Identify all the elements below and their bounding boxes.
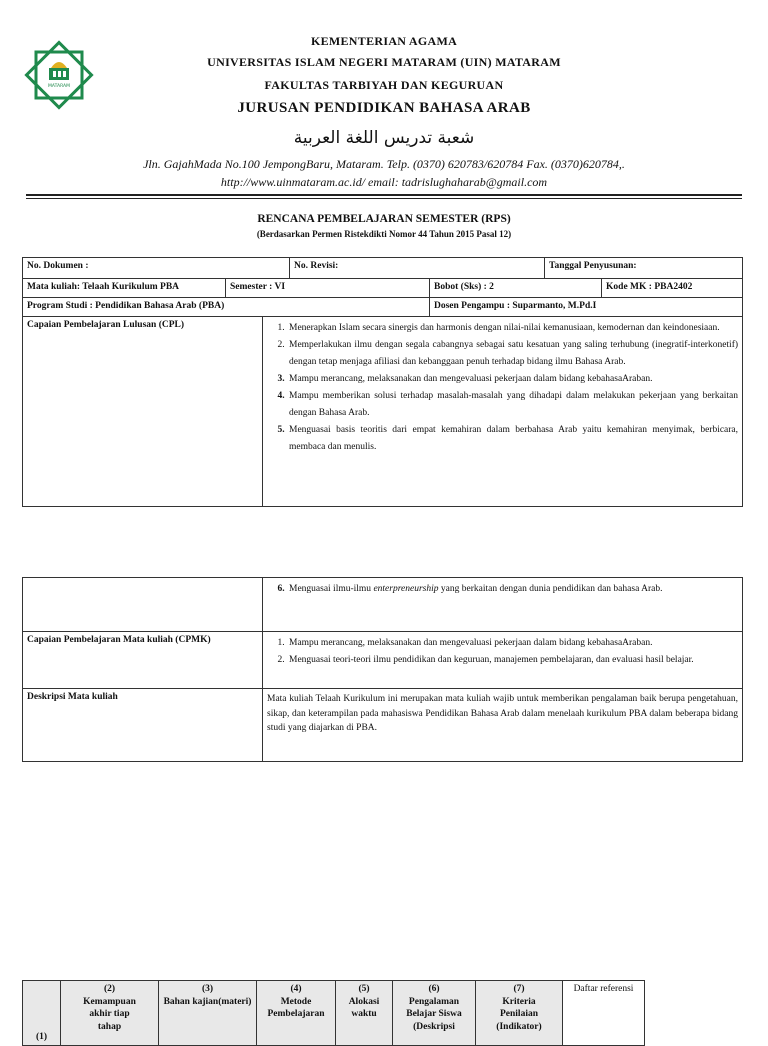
list-item: 2. Memperlakukan ilmu dengan segala cabangnya sebagai satu kesatuan yang saling terhubung (inegratif-interkonetif) dengan tetap menjaga afiliasi dan kebanggaan penuh terhadap bidang ilmu Bahasa Arab.	[287, 337, 738, 371]
cpl-list	[267, 320, 738, 456]
col-header-5: (5) Alokasi waktu	[336, 981, 393, 1046]
cpl-list-continued	[267, 581, 738, 598]
col-header-2: (2) Kemampuan akhir tiap tahap	[61, 981, 159, 1046]
header-divider-thin	[26, 198, 742, 199]
col-header-6: (6) Pengalaman Belajar Siswa (Deskripsi	[393, 981, 476, 1046]
document-title: RENCANA PEMBELAJARAN SEMESTER (RPS)	[257, 213, 511, 225]
program-studi-cell: Program Studi : Pendidikan Bahasa Arab (PBA)	[23, 298, 430, 317]
document-subtitle: (Berdasarkan Permen Ristekdikti Nomor 44 Tahun 2015 Pasal 12)	[256, 229, 512, 239]
col-header-7: (7) Kriteria Penilaian (Indikator)	[476, 981, 563, 1046]
tanggal-penyusunan-cell: Tanggal Penyusunan:	[545, 258, 743, 279]
col-header-4: (4) Metode Pembelajaran	[257, 981, 336, 1046]
col-header-3: (3) Bahan kajian(materi)	[159, 981, 257, 1046]
university-name: UNIVERSITAS ISLAM NEGERI MATARAM (UIN) MATARAM	[207, 55, 561, 69]
deskripsi-text: Mata kuliah Telaah Kurikulum ini merupakan mata kuliah wajib untuk memberikan pengalaman baik berupa pengetahuan, sikap, dan keterampilan pada mahasiswa Pendidikan Bahasa Arab dalam menelaah kurikulum PBA dalam beberapa bidang studi yang diajarkan di PBA.	[263, 689, 743, 762]
course-info-table	[22, 257, 743, 507]
list-item: 2. Menguasai teori-teori ilmu pendidikan dan keguruan, manajemen pembelajaran, dan evaluasi hasil belajar.	[287, 652, 738, 669]
faculty-name: FAKULTAS TARBIYAH DAN KEGURUAN	[264, 78, 504, 92]
course-detail-table	[22, 577, 743, 762]
semester-cell: Semester : VI	[226, 279, 430, 298]
header-divider-thick	[26, 194, 742, 196]
dosen-pengampu-cell: Dosen Pengampu : Suparmanto, M.Pd.I	[430, 298, 743, 317]
col-header-daftar-referensi: Daftar referensi	[563, 981, 645, 1046]
rps-detail-table	[22, 980, 645, 1046]
mata-kuliah-cell: Mata kuliah: Telaah Kurikulum PBA	[23, 279, 226, 298]
no-dokumen-cell: No. Dokumen :	[23, 258, 290, 279]
list-item: 1. Menerapkan Islam secara sinergis dan harmonis dengan nilai-nilai kemanusiaan, kemodernan dan keindonesiaan.	[287, 320, 738, 337]
no-revisi-cell: No. Revisi:	[290, 258, 545, 279]
list-item: 1. Mampu merancang, melaksanakan dan mengevaluasi pekerjaan dalam bidang kebahasaAraban.	[287, 635, 738, 652]
col-header-1: (1)	[23, 981, 61, 1046]
deskripsi-label: Deskripsi Mata kuliah	[23, 689, 263, 762]
cpl-label: Capaian Pembelajaran Lulusan (CPL)	[23, 317, 263, 507]
list-item: 3. Mampu merancang, melaksanakan dan mengevaluasi pekerjaan dalam bidang kebahasaAraban.	[287, 371, 738, 388]
department-name-arabic: شعبة تدريس اللغة العربية	[293, 128, 475, 148]
italic-term: enterpreneurship	[373, 584, 439, 594]
cpmk-list-cell	[263, 632, 743, 689]
cpl-continuation-cell	[263, 578, 743, 632]
list-item: 6. Menguasai ilmu-ilmu enterpreneurship yang berkaitan dengan dunia pendidikan dan bahasa Arab.	[287, 581, 738, 598]
list-item: 5. Menguasai basis teoritis dari empat kemahiran dalam berbahasa Arab yaitu kemahiran menyimak, berbicara, membaca dan menulis.	[287, 422, 738, 456]
kode-mk-cell: Kode MK : PBA2402	[602, 279, 743, 298]
cpl-continuation-label	[23, 578, 263, 632]
cpl-list-cell	[263, 317, 743, 507]
address-line: Jln. GajahMada No.100 JempongBaru, Mataram. Telp. (0370) 620783/620784 Fax. (0370)620784,.	[143, 157, 625, 171]
bobot-sks-cell: Bobot (Sks) : 2	[430, 279, 602, 298]
department-name: JURUSAN PENDIDIKAN BAHASA ARAB	[237, 100, 531, 116]
logo-text: MATARAM	[48, 84, 70, 89]
cpmk-list	[267, 635, 738, 669]
list-item: 4. Mampu memberikan solusi terhadap masalah-masalah yang dihadapi dalam melakukan pekerjaan yang berkaitan dengan Bahasa Arab.	[287, 388, 738, 422]
web-email-line: http://www.uinmataram.ac.id/ email: tadrislughaharab@gmail.com	[220, 175, 548, 189]
cpmk-label: Capaian Pembelajaran Mata kuliah (CPMK)	[23, 632, 263, 689]
ministry-name: KEMENTERIAN AGAMA	[310, 34, 458, 48]
